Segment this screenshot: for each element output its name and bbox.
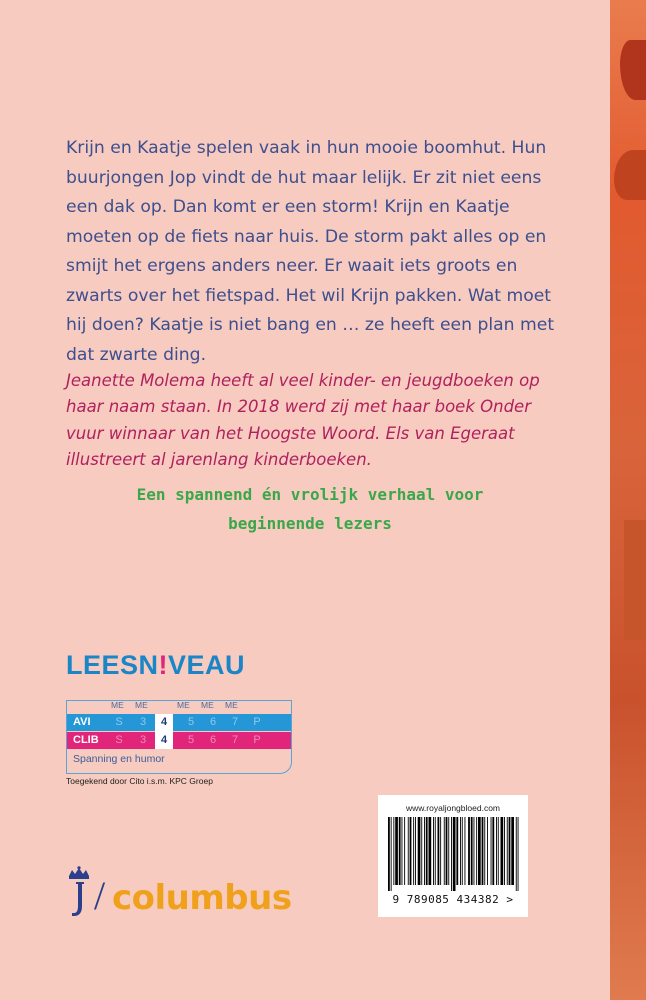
author-bio xyxy=(66,368,566,473)
me-label: ME xyxy=(225,700,238,710)
crown-j-icon xyxy=(66,866,92,922)
barcode-bar xyxy=(504,817,505,885)
barcode-bar xyxy=(410,817,412,885)
avi-level: P xyxy=(253,716,261,728)
leesniveau-logo xyxy=(66,650,245,681)
author-bio-part1: Jeanette Molema heeft al veel kinder- en jeugdboeken op haar naam staan. In 2018 werd zij met haar boek xyxy=(66,371,540,417)
cover-illustration-edge xyxy=(610,0,646,1000)
barcode-bar xyxy=(399,817,401,885)
barcode-bar xyxy=(468,817,470,885)
me-labels-row xyxy=(111,698,281,710)
barcode-bar xyxy=(424,817,425,885)
barcode-bar xyxy=(482,817,484,885)
logo-lees: LEES xyxy=(66,650,139,680)
barcode-bar xyxy=(388,817,390,891)
barcode-bar xyxy=(471,817,473,885)
illustration-shape xyxy=(614,150,646,200)
avi-label: AVI xyxy=(73,716,91,728)
barcode-bar xyxy=(395,817,398,885)
publisher-name: columbus xyxy=(112,878,292,918)
barcode-bar xyxy=(438,817,440,885)
clib-level: 5 xyxy=(187,734,195,746)
barcode-bar xyxy=(478,817,481,885)
clib-level: P xyxy=(253,734,261,746)
barcode-bar xyxy=(453,817,456,891)
barcode-bar xyxy=(509,817,511,885)
barcode-bar xyxy=(498,817,499,885)
barcode-block xyxy=(378,795,528,917)
barcode-bar xyxy=(507,817,508,885)
logo-exclamation: ! xyxy=(158,650,169,680)
me-label: ME xyxy=(135,700,148,710)
author-bio-part2: winnaar van het Hoogste Woord. Els van Egeraat illustreert al jarenlang kinderboeken. xyxy=(66,423,515,469)
barcode-bar xyxy=(484,817,485,885)
barcode-bar xyxy=(451,817,452,891)
barcode-bar xyxy=(413,817,414,885)
genre-label: Spanning en humor xyxy=(73,753,165,765)
tagline: Een spannend én vrolijk verhaal voor beginnende lezers xyxy=(136,485,484,533)
clib-selected-level: 4 xyxy=(160,734,168,746)
illustration-shape xyxy=(620,40,646,100)
barcode-bar xyxy=(496,817,497,885)
barcode-bar xyxy=(415,817,416,885)
barcode-bar xyxy=(462,817,463,885)
barcode-bar xyxy=(465,817,466,885)
barcode-bar xyxy=(476,817,477,885)
isbn-number xyxy=(378,893,528,906)
barcode-bar xyxy=(448,817,449,885)
barcode-bar xyxy=(446,817,448,885)
isbn-digits: 9 789085 434382 xyxy=(392,893,500,906)
avi-level: 5 xyxy=(187,716,195,728)
awarded-by-text: Toegekend door Cito i.s.m. KPC Groep xyxy=(66,776,213,786)
barcode-bar xyxy=(456,817,458,885)
barcode-bar xyxy=(518,817,519,891)
me-label: ME xyxy=(111,700,124,710)
barcode-bar xyxy=(516,817,517,891)
barcode-bar xyxy=(435,817,436,885)
barcode-bar xyxy=(501,817,504,885)
selected-level-column xyxy=(155,714,173,749)
barcode-bar xyxy=(460,817,461,885)
me-label: ME xyxy=(177,700,190,710)
clib-label: CLIB xyxy=(73,734,99,746)
publisher-url: www.royaljongbloed.com xyxy=(405,803,501,813)
barcode-bar xyxy=(404,817,405,885)
barcode-bar xyxy=(491,817,492,885)
barcode-bar xyxy=(391,817,392,891)
barcode-bar xyxy=(444,817,445,885)
logo-slash: / xyxy=(94,873,106,918)
barcode-bar xyxy=(421,817,422,885)
clib-level: 6 xyxy=(209,734,217,746)
clib-level: S xyxy=(115,734,123,746)
barcode-bar xyxy=(402,817,403,885)
barcode-bar xyxy=(492,817,494,885)
avi-level: 6 xyxy=(209,716,217,728)
clib-row xyxy=(67,732,291,749)
clib-level: 7 xyxy=(231,734,239,746)
avi-level: 3 xyxy=(139,716,147,728)
clib-level: 3 xyxy=(139,734,147,746)
avi-level: 7 xyxy=(231,716,239,728)
barcode-bar xyxy=(440,817,441,885)
barcode-bar xyxy=(511,817,514,885)
barcode-arrow: > xyxy=(506,893,514,906)
avi-row xyxy=(67,714,291,731)
logo-veau: VEAU xyxy=(168,650,246,680)
barcode-bar xyxy=(393,817,394,885)
avi-selected-level: 4 xyxy=(160,716,168,728)
story-blurb: Krijn en Kaatje spelen vaak in hun mooie boomhut. Hun buurjongen Jop vindt de hut maar lelijk. Er zit niet eens een dak op. Dan komt er een storm! Krijn en Kaatje moeten op de fiets naar huis. De storm pakt alles op en smijt het ergens anders neer. Er waait iets groots en zwarts over het fietspad. Het wil Krijn pakken. Wat moet hij doen? Kaatje is niet bang en … ze heeft een plan met dat zwarte ding. xyxy=(66,138,555,365)
me-label: ME xyxy=(201,700,214,710)
barcode-image xyxy=(386,817,520,891)
illustration-shape xyxy=(624,520,646,640)
reading-level-panel xyxy=(66,700,292,774)
barcode-bar xyxy=(487,817,488,885)
barcode-bar xyxy=(474,817,475,885)
barcode-bar xyxy=(429,817,432,885)
logo-n: N xyxy=(138,650,159,680)
avi-level: S xyxy=(115,716,123,728)
barcode-bar xyxy=(418,817,421,885)
barcode-bar xyxy=(433,817,434,885)
barcode-bar xyxy=(408,817,409,885)
barcode-bar xyxy=(426,817,428,885)
award-book-title: Onder vuur xyxy=(66,397,531,443)
